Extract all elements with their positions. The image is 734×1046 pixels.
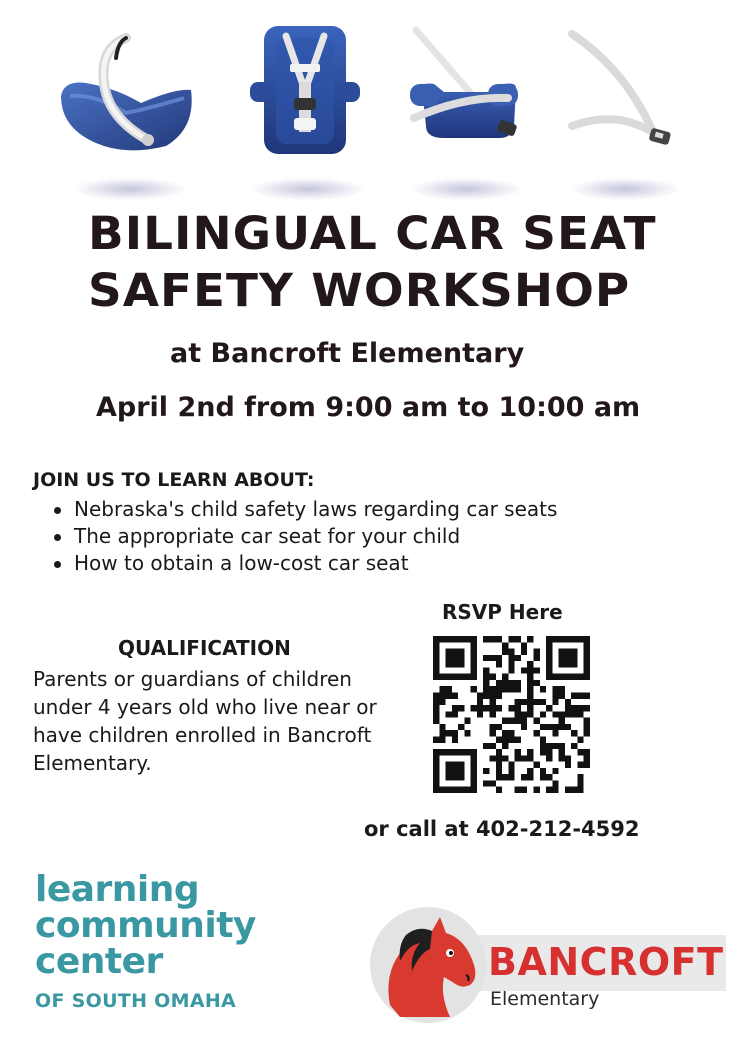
- rsvp-label: RSVP Here: [442, 600, 563, 624]
- title-line-1: BILINGUAL CAR SEAT: [88, 207, 657, 260]
- car-seat-illustrations: [0, 0, 734, 210]
- learning-community-center-logo: [35, 869, 256, 1012]
- harness-car-seat-icon: [244, 20, 364, 160]
- lcc-subtitle: OF SOUTH OMAHA: [35, 990, 237, 1012]
- list-item: How to obtain a low-cost car seat: [52, 550, 557, 577]
- qr-code-icon[interactable]: [433, 636, 590, 793]
- bancroft-name: BANCROFT: [488, 940, 724, 984]
- title-line-2: SAFETY WORKSHOP: [88, 264, 631, 317]
- lcc-line-3: center: [35, 941, 163, 982]
- qualification-heading: QUALIFICATION: [118, 636, 291, 660]
- seat-shadow: [572, 178, 678, 200]
- lcc-line-1: learning: [35, 869, 200, 910]
- list-item: Nebraska's child safety laws regarding car seats: [52, 496, 557, 523]
- learn-heading: JOIN US TO LEARN ABOUT:: [33, 469, 315, 491]
- learn-list: [52, 496, 557, 577]
- infant-car-seat-icon: [56, 28, 196, 153]
- list-item: The appropriate car seat for your child: [52, 523, 557, 550]
- bancroft-subtitle: Elementary: [490, 988, 600, 1010]
- seat-shadow: [252, 178, 364, 200]
- booster-seat-icon: [404, 26, 534, 156]
- qualification-text: Parents or guardians of children under 4 years old who live near or have children enrolled in Bancroft Elementary.: [33, 667, 377, 775]
- lcc-line-2: community: [35, 905, 256, 946]
- seat-belt-icon: [566, 30, 686, 160]
- phone-line: or call at 402-212-4592: [364, 817, 640, 841]
- seat-shadow: [75, 178, 185, 200]
- seat-shadow: [412, 178, 520, 200]
- location-line: at Bancroft Elementary: [170, 338, 525, 369]
- date-time-line: April 2nd from 9:00 am to 10:00 am: [96, 392, 641, 423]
